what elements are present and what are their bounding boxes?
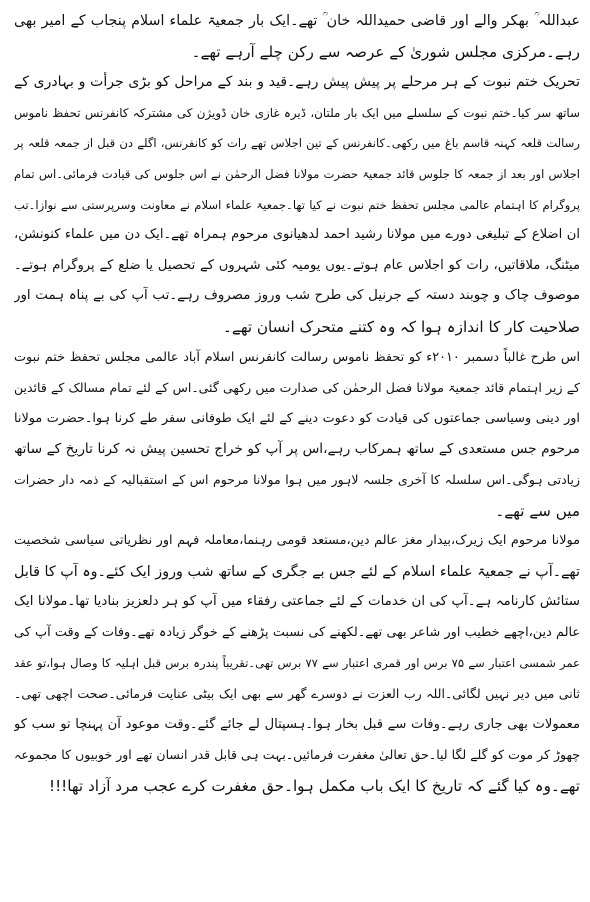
text-line: تھے۔وہ کیا گئے کہ تاریخ کا ایک باب مکمل ہوا۔حق مغفرت کرے عجب مرد آزاد تھا!!!	[49, 776, 580, 795]
text-line: چھوڑ کر موت کو گلے لگا لیا۔حق تعالیٰ مغفرت فرمائیں۔بہت ہی قابل قدر انسان تھے اور خوبیوں کا مجموعہ	[14, 747, 580, 763]
text-line: پروگرام کا اہتمام عالمی مجلس تحفظ ختم نبوت نے کیا تھا۔جمعیۃ علماء اسلام نے معاونت وسرپرستی سے نوازا۔تب	[14, 197, 580, 212]
text-line: عبداللہ ؒ بھکر والے اور قاضی حمیداللہ خان ؒ تھے۔ایک بار جمعیۃ علماء اسلام پنجاب کے امیر بھی	[14, 13, 580, 29]
text-line: صلاحیت کار کا اندازہ ہوا کہ وہ کتنے متحرک انسان تھے۔	[223, 317, 580, 336]
text-line: رسالت قلعہ کہنہ قاسم باغ میں رکھی۔کانفرنس کے تین اجلاس تھے رات کو کانفرنس، اگلے دن قبل از جمعہ قلعہ پر	[14, 136, 580, 151]
text-line: ان اضلاع کے تبلیغی دورے میں مولانا رشید احمد لدھیانوی مرحوم ہمراہ تھے۔ایک دن میں علماء کنونشن،	[14, 227, 580, 243]
text-line: تحریک ختم نبوت کے ہر مرحلے پر پیش پیش رہے۔قید و بند کے مراحل کو بڑی جرأت و بہادری کے	[14, 74, 580, 91]
text-line: مولانا مرحوم ایک زیرک،بیدار مغز عالم دین،مستعد قومی رہنما،معاملہ فہم اور نظریاتی سیاسی شخصیت	[14, 533, 580, 549]
text-line: اور دینی وسیاسی جماعتوں کی قیادت کو دعوت دینے کے لئے ایک طوفانی سفر طے کرنا ہوا۔حضرت مولانا	[14, 410, 580, 426]
text-line: مرحوم جس مستعدی کے ساتھ ہمرکاب رہے،اس پر آپ کو خراج تحسین پیش نہ کرنا تاریخ کے ساتھ	[14, 441, 580, 458]
paragraph-4	[14, 526, 580, 801]
text-line: رہے۔مرکزی مجلس شوریٰ کے عرصہ سے رکن چلے آرہے تھے۔	[191, 42, 580, 61]
paragraph-3	[14, 343, 580, 527]
text-line: اس طرح غالباً دسمبر ۲۰۱۰ء کو تحفظ ناموس رسالت کانفرنس اسلام آباد عالمی مجلس تحفظ ختم نبوت	[14, 349, 580, 365]
text-line: کے زیر اہتمام قائد جمعیۃ مولانا فضل الرحمٰن کی صدارت میں رکھی گئی۔اس کے لئے تمام مسالک کے قائدین	[14, 380, 580, 396]
article-page	[14, 6, 580, 801]
text-line: اجلاس اور بعد از جمعہ کا جلوس قائد جمعیۃ حضرت مولانا فضل الرحمٰن نے اس جلوس کی قیادت فرمائی۔اس تمام	[14, 166, 580, 181]
text-line: تھے۔آپ نے جمعیۃ علماء اسلام کے لئے جس بے جگری کے ساتھ شب وروز ایک کئے۔وہ آپ کا قابل	[14, 563, 580, 580]
text-line: ثانی میں دیر نہیں لگائی۔اللہ رب العزت نے دوسرے گھر سے بھی ایک بیٹی عنایت فرمائی۔صحت اچھی تھی۔	[14, 686, 580, 702]
paragraph-2	[14, 67, 580, 342]
text-line: عالم دین،اچھے خطیب اور شاعر بھی تھے۔لکھنے کی نسبت پڑھنے کے خوگر زیادہ تھے۔وفات کے وقت آپ کی	[14, 624, 580, 640]
text-line: موصوف چاک و چوبند دستہ کے جرنیل کی طرح شب وروز مصروف رہے۔تب آپ کی بے پناہ ہمت اور	[14, 288, 580, 304]
text-line: ستائش کارنامہ ہے۔آپ کی ان خدمات کے لئے جماعتی رفقاء میں آپ کو ہر دلعزیز بنادیا تھا۔مولانا ایک	[14, 594, 580, 610]
text-line: میٹنگ، ملاقاتیں، رات کو اجلاس عام ہوتے۔یوں یومیہ کئی شہروں کے تحصیل یا ضلع کے پروگرام ہوتے۔	[14, 257, 580, 273]
text-line: زیادتی ہوگی۔اس سلسلہ کا آخری جلسہ لاہور میں ہوا مولانا مرحوم اس کے استقبالیہ کے ذمہ دار حضرات	[14, 471, 580, 487]
paragraph-1	[14, 6, 580, 67]
text-line: ساتھ سر کیا۔ختم نبوت کے سلسلے میں ایک بار ملتان، ڈیرہ غازی خان ڈویژن کی مشترکہ کانفرنس تحفظ ناموس	[14, 105, 580, 120]
text-line: معمولات بھی جاری رہے۔وفات سے قبل بخار ہوا۔ہسپتال لے جائے گئے۔وقت موعود آن پہنچا تو سب کو	[14, 716, 580, 732]
text-line: میں سے تھے۔	[495, 501, 580, 520]
text-line: عمر شمسی اعتبار سے ۷۵ برس اور قمری اعتبار سے ۷۷ برس تھی۔تقریباً پندرہ برس قبل اہلیہ کا وصال ہوا،تو عقد	[14, 656, 580, 671]
